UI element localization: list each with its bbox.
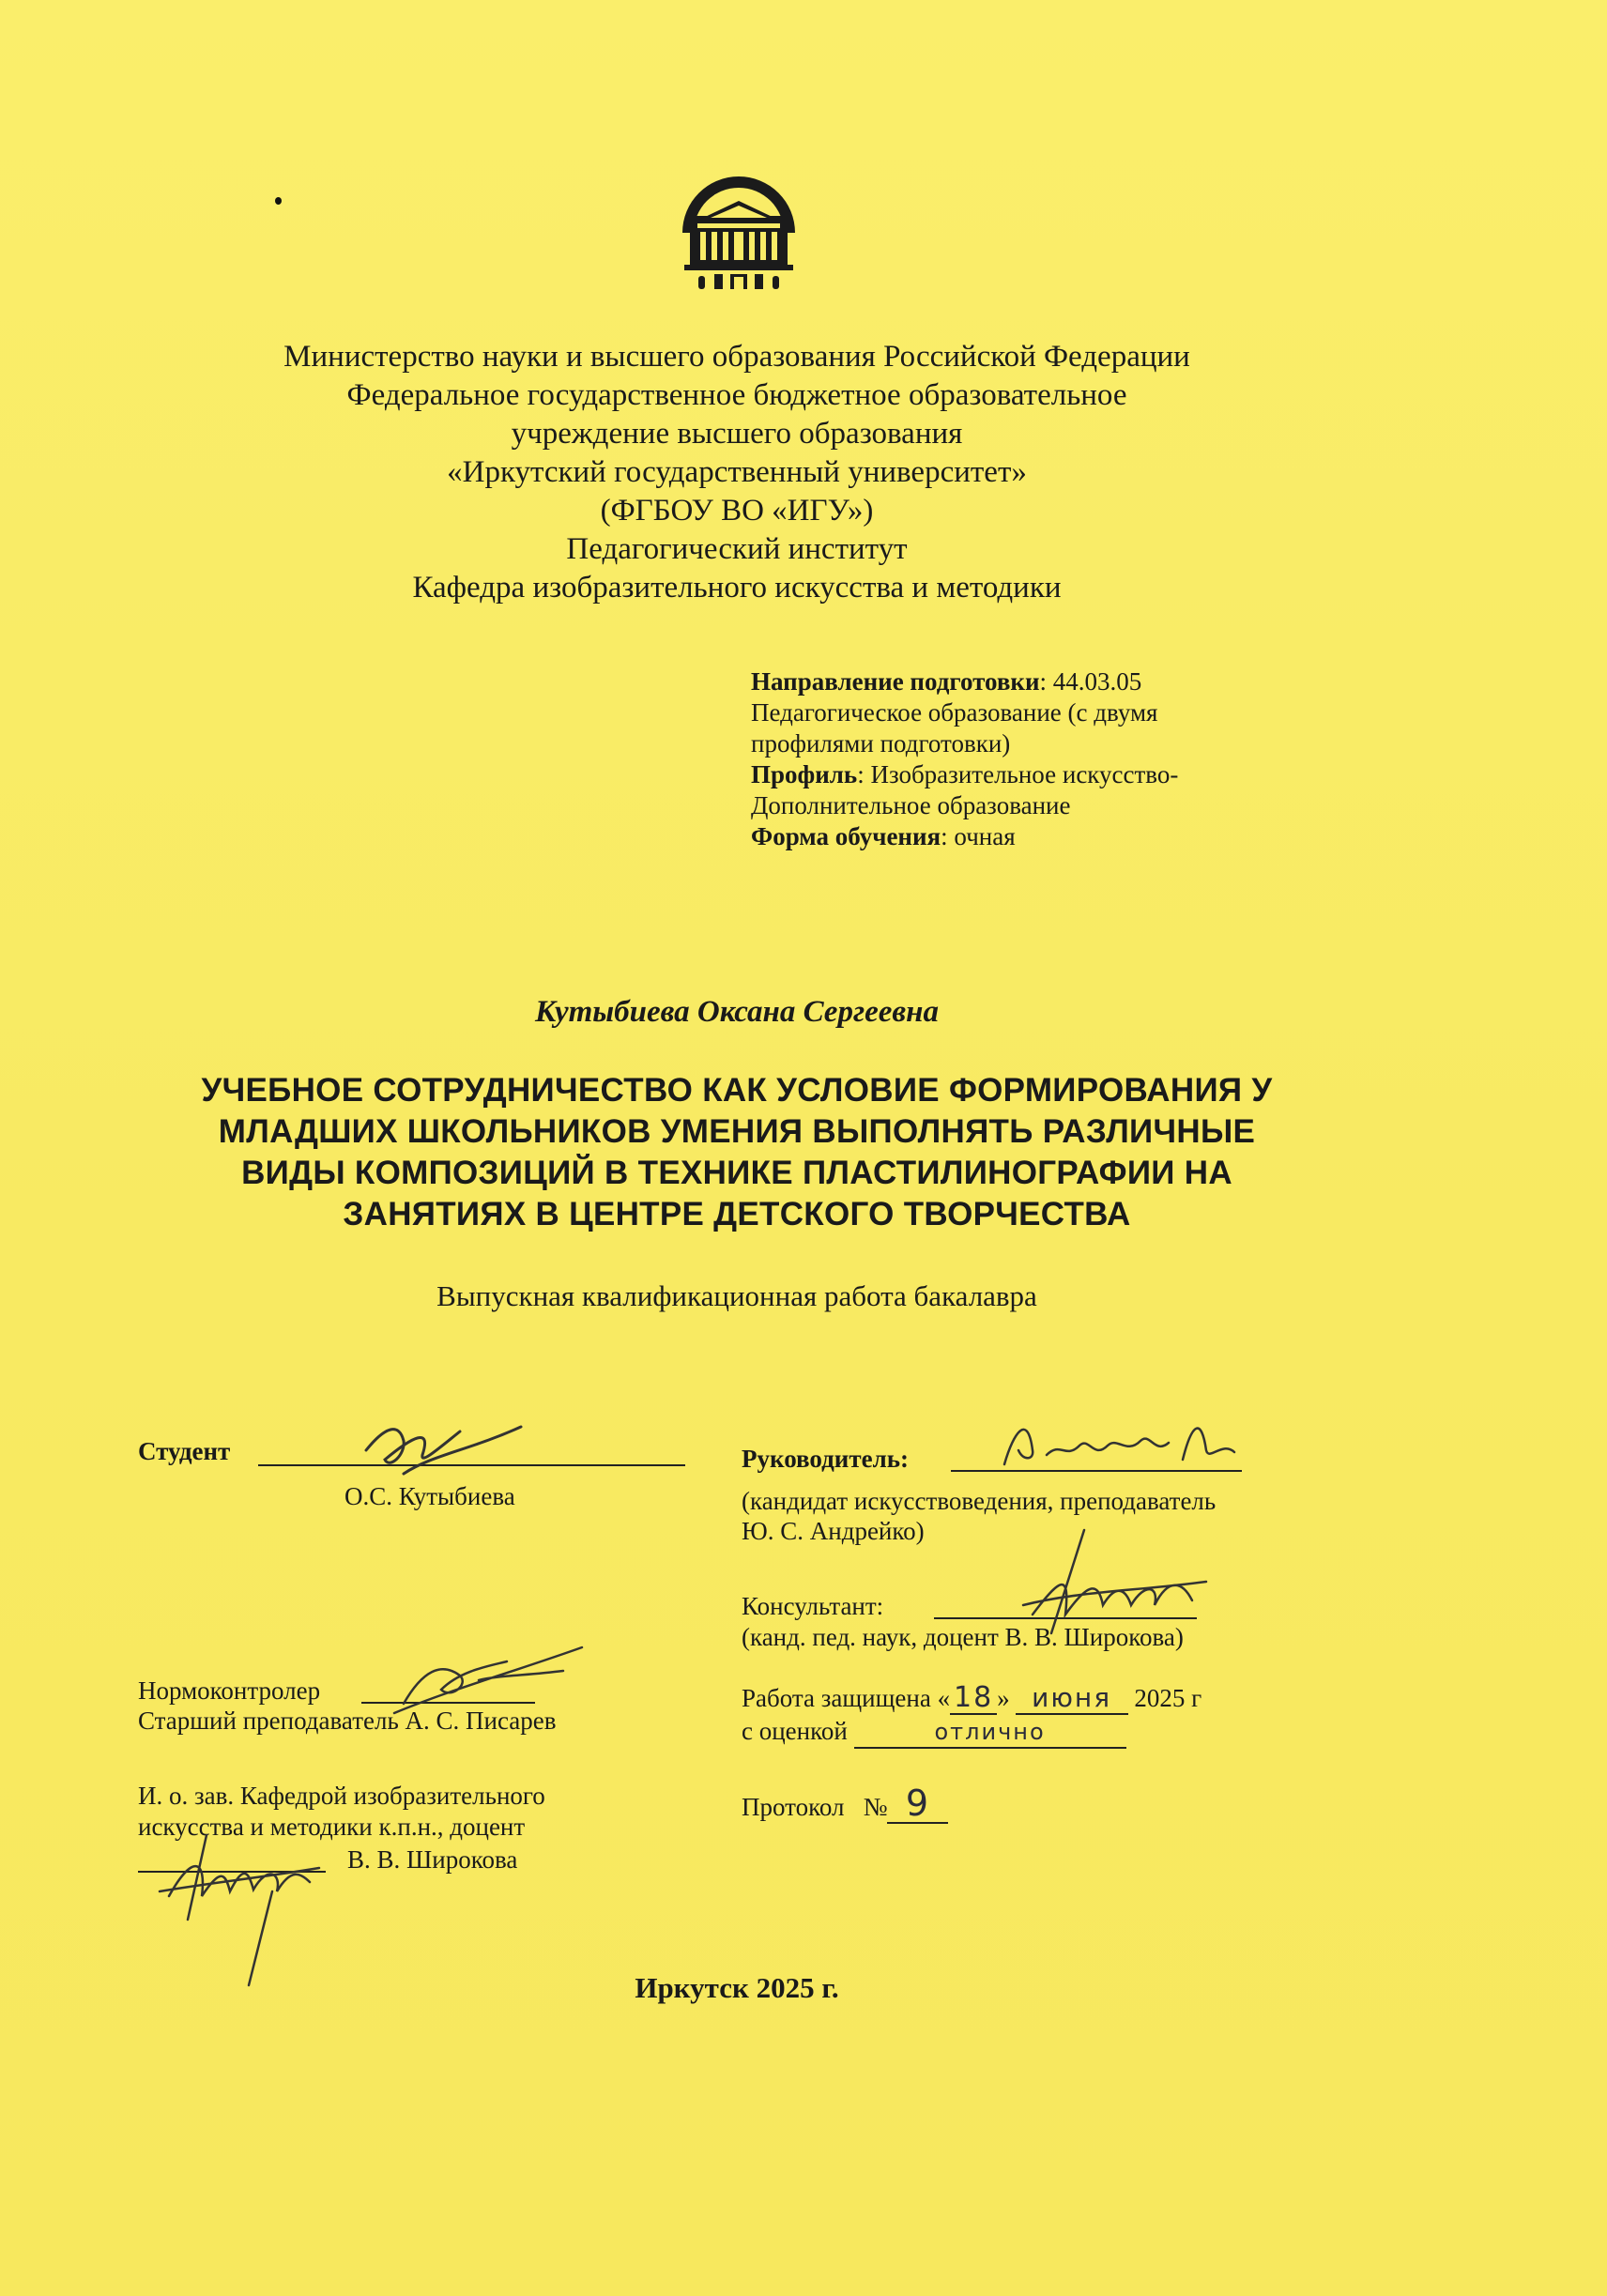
head-name: В. В. Широкова [347, 1845, 518, 1874]
protocol-no: № [863, 1793, 888, 1821]
normcontroller-name: Старший преподаватель А. С. Писарев [138, 1707, 557, 1735]
title-line: МЛАДШИХ ШКОЛЬНИКОВ УМЕНИЯ ВЫПОЛНЯТЬ РАЗЛИЧНЫЕ [218, 1113, 1256, 1150]
head-title-line: И. о. зав. Кафедрой изобразительного [138, 1782, 545, 1810]
grade-value: отлично [854, 1716, 1126, 1749]
title-line: УЧЕБНОЕ СОТРУДНИЧЕСТВО КАК УСЛОВИЕ ФОРМИРОВАНИЯ У [201, 1072, 1273, 1109]
study-form-label: Форма обучения [751, 822, 941, 850]
direction-label: Направление подготовки [751, 667, 1040, 696]
head-title-line: искусства и методики к.п.н., доцент [138, 1813, 526, 1841]
thesis-title [0, 1070, 1474, 1235]
student-name: О.С. Кутыбиева [344, 1482, 515, 1510]
header-line: Педагогический институт [566, 532, 908, 566]
head-signature [150, 1816, 329, 1990]
protocol-row [742, 1783, 948, 1824]
defense-prefix: Работа защищена « [742, 1684, 951, 1712]
author-name: Кутыбиева Оксана Сергеевна [535, 995, 939, 1029]
defense-day: 18 [950, 1683, 997, 1715]
header-line: учреждение высшего образования [511, 417, 963, 451]
header-line: Федеральное государственное бюджетное образовательное [346, 378, 1127, 412]
ink-dot [275, 197, 282, 205]
header-line: «Иркутский государственный университет» [447, 455, 1027, 489]
defense-month: июня [1016, 1683, 1128, 1715]
header-line: Министерство науки и высшего образования Российской Федерации [283, 340, 1190, 374]
work-type: Выпускная квалификационная работа бакалавра [436, 1279, 1037, 1312]
supervisor-signature [976, 1403, 1258, 1478]
grade-row [742, 1716, 1126, 1749]
grade-label: с оценкой [742, 1717, 848, 1745]
study-form-value: : очная [941, 822, 1016, 850]
header-line: Кафедра изобразительного искусства и методики [412, 571, 1062, 605]
defense-date [742, 1683, 1201, 1715]
direction-line: Педагогическое образование (с двумя [751, 698, 1158, 727]
defense-mid: » [997, 1684, 1010, 1712]
direction-value: : 44.03.05 [1039, 667, 1142, 696]
header-line: (ФГБОУ ВО «ИГУ») [600, 494, 874, 528]
title-line: ЗАНЯТИЯХ В ЦЕНТРЕ ДЕТСКОГО ТВОРЧЕСТВА [343, 1196, 1131, 1232]
consultant-details: (канд. пед. наук, доцент В. В. Широкова) [742, 1623, 1184, 1651]
study-info-block [751, 666, 1333, 852]
protocol-label: Протокол [742, 1793, 845, 1821]
student-signature [347, 1399, 535, 1502]
protocol-number: 9 [887, 1788, 948, 1824]
university-logo-icon [673, 167, 804, 293]
supervisor-details: (кандидат искусствоведения, преподаватель [742, 1487, 1217, 1515]
normcontroller-label: Нормоконтролер [138, 1676, 321, 1705]
title-line: ВИДЫ КОМПОЗИЦИЙ В ТЕХНИКЕ ПЛАСТИЛИНОГРАФИИ НА [241, 1155, 1232, 1191]
supervisor-label: Руководитель: [742, 1445, 910, 1473]
city-year: Иркутск 2025 г. [635, 1971, 839, 2004]
student-label: Студент [138, 1437, 231, 1465]
profile-value: : Изобразительное искусство- [857, 760, 1179, 788]
defense-year: 2025 г [1134, 1684, 1202, 1712]
consultant-label: Консультант: [742, 1592, 884, 1620]
supervisor-name: Ю. С. Андрейко) [742, 1517, 925, 1545]
institution-header [0, 338, 1474, 607]
direction-line: профилями подготовки) [751, 729, 1011, 758]
profile-label: Профиль [751, 760, 858, 788]
profile-line: Дополнительное образование [751, 791, 1071, 819]
